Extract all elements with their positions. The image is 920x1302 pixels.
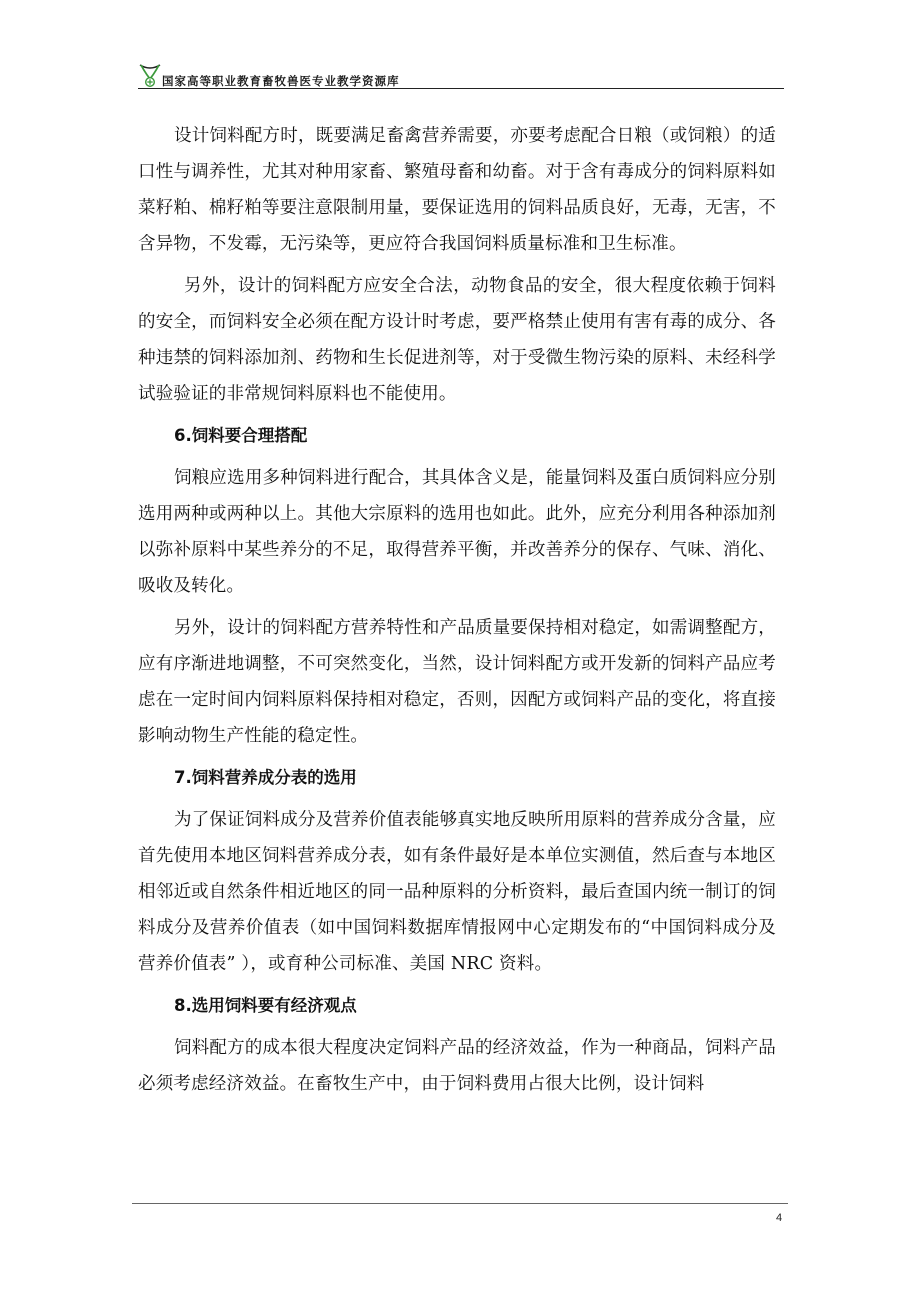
paragraph: 另外，设计的饲料配方营养特性和产品质量要保持相对稳定，如需调整配方，应有序渐进地调整，不可突然变化，当然，设计饲料配方或开发新的饲料产品应考虑在一定时间内饲料原料保持相对稳定，否则，因配方或饲料产品的变化，将直接影响动物生产性能的稳定性。 [138, 618, 776, 746]
document-body [138, 118, 776, 1102]
footer-divider [132, 1203, 788, 1204]
logo-icon [138, 62, 162, 88]
paragraph: 设计饲料配方时，既要满足畜禽营养需要，亦要考虑配合日粮（或饲粮）的适口性与调养性，尤其对种用家畜、繁殖母畜和幼畜。对于含有毒成分的饲料原料如菜籽粕、棉籽粕等要注意限制用量，要保证选用的饲料品质良好，无毒，无害，不含异物，不发霉，无污染等，更应符合我国饲料质量标准和卫生标准。 [138, 126, 776, 254]
header-divider [138, 88, 784, 89]
section-heading: 8.选用饲料要有经济观点 [174, 996, 357, 1015]
page-header [138, 62, 784, 90]
header-title: 国家高等职业教育畜牧兽医专业教学资源库 [162, 74, 400, 88]
paragraph: 饲料配方的成本很大程度决定饲料产品的经济效益，作为一种商品，饲料产品必须考虑经济效益。在畜牧生产中，由于饲料费用占很大比例，设计饲料 [138, 1038, 776, 1094]
paragraph: 另外，设计的饲料配方应安全合法，动物食品的安全，很大程度依赖于饲料的安全，而饲料安全必须在配方设计时考虑，要严格禁止使用有害有毒的成分、各种违禁的饲料添加剂、药物和生长促进剂等，对于受微生物污染的原料、未经科学试验验证的非常规饲料原料也不能使用。 [138, 276, 776, 404]
section-heading: 6.饲料要合理搭配 [174, 426, 308, 445]
paragraph: 为了保证饲料成分及营养价值表能够真实地反映所用原料的营养成分含量，应首先使用本地区饲料营养成分表，如有条件最好是本单位实测值，然后查与本地区相邻近或自然条件相近地区的同一品种原料的分析资料，最后查国内统一制订的饲料成分及营养价值表（如中国饲料数据库情报网中心定期发布的“中国饲料成分及营养价值表” ），或育种公司标准、美国 NRC 资料。 [138, 810, 776, 974]
page-number: 4 [776, 1212, 783, 1224]
section-heading: 7.饲料营养成分表的选用 [174, 768, 357, 787]
paragraph: 饲粮应选用多种饲料进行配合，其具体含义是，能量饲料及蛋白质饲料应分别选用两种或两种以上。其他大宗原料的选用也如此。此外，应充分利用各种添加剂以弥补原料中某些养分的不足，取得营养平衡，并改善养分的保存、气味、消化、吸收及转化。 [138, 468, 776, 596]
